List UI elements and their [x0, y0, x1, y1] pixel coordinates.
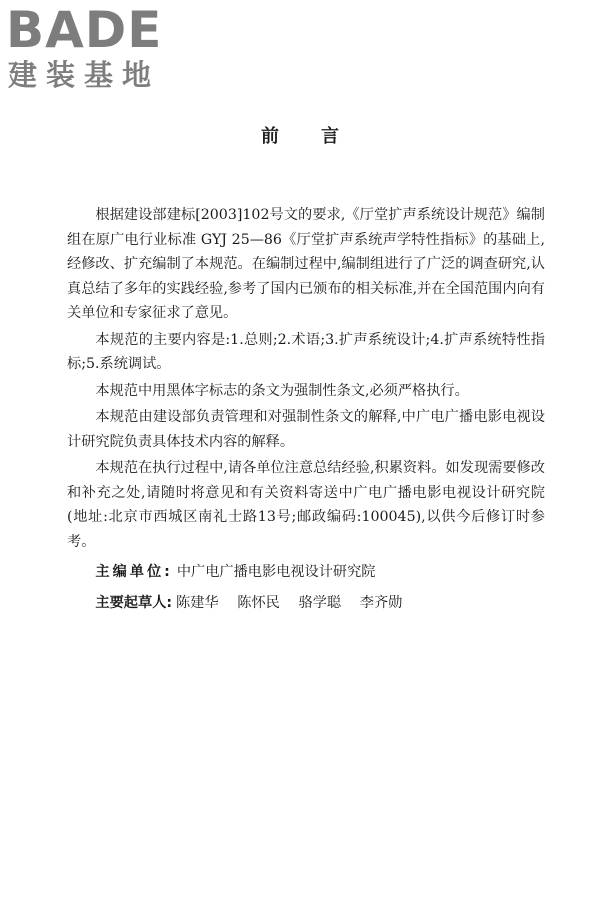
- paragraph-contents: 本规范的主要内容是:1.总则;2.术语;3.扩声系统设计;4.扩声系统特性指标;5.系统调试。: [67, 331, 545, 372]
- drafters-label: 主要起草人:: [95, 594, 173, 611]
- paragraph-mandatory: 本规范中用黑体字标志的条文为强制性条文,必须严格执行。: [95, 382, 469, 399]
- chief-editor-unit: [67, 560, 545, 585]
- chief-editor-label: 主编单位:: [95, 564, 173, 580]
- preface-body: [67, 203, 545, 615]
- main-drafters: [67, 591, 545, 616]
- paragraph-feedback: 本规范在执行过程中,请各单位注意总结经验,积累资料。如发现需要修改和补充之处,请随时将意见和有关资料寄送中广电广播电影电视设计研究院(地址:北京市西城区南礼士路13号;邮政编码:100045),以供今后修订时参考。: [67, 460, 545, 550]
- paragraph-management: 本规范由建设部负责管理和对强制性条文的解释,中广电广播电影电视设计研究院负责具体技术内容的解释。: [67, 409, 545, 450]
- chief-editor-value: 中广电广播电影电视设计研究院: [176, 564, 376, 580]
- page-title: 前言: [261, 126, 381, 147]
- logo-wordmark: BADE: [6, 1, 163, 59]
- bade-logo: [6, 2, 181, 94]
- drafters-value: 陈建华 陈怀民 骆学聪 李齐勋: [176, 594, 403, 611]
- paragraph-origin: 根据建设部建标[2003]102号文的要求,《厅堂扩声系统设计规范》编制组在原广电行业标准 GYJ 25—86《厅堂扩声系统声学特性指标》的基础上,经修改、扩充编制了本规范。在编制过程中,编制组进行了广泛的调查研究,认真总结了多年的实践经验,参考了国内已颁布的相关标准,并在全国范围内向有关单位和专家征求了意见。: [67, 207, 545, 321]
- logo-chinese-text: 建装基地: [8, 58, 161, 92]
